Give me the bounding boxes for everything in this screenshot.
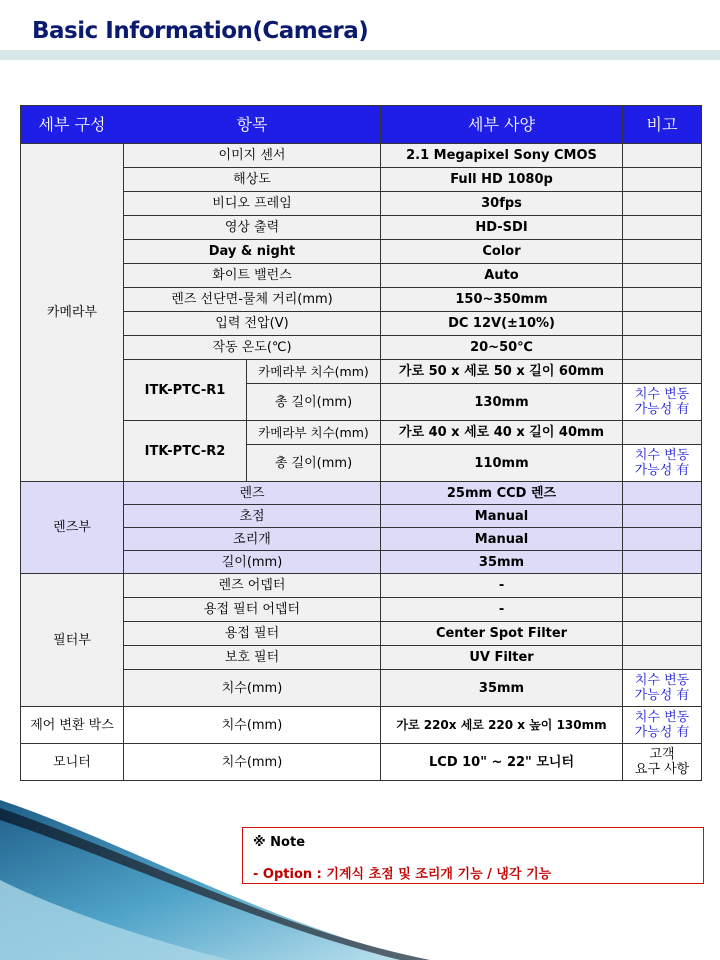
spec-cell: 35mm	[381, 551, 623, 574]
page-title: Basic Information(Camera)	[32, 18, 369, 44]
note-title: ※ Note	[253, 835, 306, 850]
note-box	[242, 827, 704, 884]
header-item: 항목	[124, 106, 381, 144]
table-row	[21, 144, 702, 168]
remark-cell	[623, 192, 702, 216]
model-r2: ITK-PTC-R2	[124, 421, 247, 482]
item-cell: 총 길이(mm)	[247, 445, 381, 482]
remark-cell	[623, 421, 702, 445]
spec-cell: HD-SDI	[381, 216, 623, 240]
table-row	[21, 264, 702, 288]
remark-cell	[623, 288, 702, 312]
spec-cell: 가로 220x 세로 220 x 높이 130mm	[381, 707, 623, 744]
group-camera: 카메라부	[21, 144, 124, 482]
spec-cell: Manual	[381, 528, 623, 551]
item-cell: 용접 필터	[124, 622, 381, 646]
item-cell: 조리개	[124, 528, 381, 551]
note-option-line: - Option : 기계식 초점 및 조리개 기능 / 냉각 기능	[253, 867, 552, 882]
spec-cell: 25mm CCD 렌즈	[381, 482, 623, 505]
header-component: 세부 구성	[21, 106, 124, 144]
remark-cell: 치수 변동 가능성 有	[623, 707, 702, 744]
remark-cell	[623, 646, 702, 670]
table-row	[21, 670, 702, 707]
table-row	[21, 336, 702, 360]
model-r1: ITK-PTC-R1	[124, 360, 247, 421]
table-row	[21, 744, 702, 781]
spec-cell: 2.1 Megapixel Sony CMOS	[381, 144, 623, 168]
spec-cell: -	[381, 574, 623, 598]
remark-cell	[623, 264, 702, 288]
item-cell: 이미지 센서	[124, 144, 381, 168]
remark-cell	[623, 336, 702, 360]
spec-cell: Manual	[381, 505, 623, 528]
remark-cell	[623, 482, 702, 505]
spec-cell: Center Spot Filter	[381, 622, 623, 646]
spec-cell: LCD 10" ~ 22" 모니터	[381, 744, 623, 781]
table-row	[21, 168, 702, 192]
item-cell: 용접 필터 어뎁터	[124, 598, 381, 622]
title-underline-bar	[0, 50, 720, 60]
header-spec: 세부 사양	[381, 106, 623, 144]
table-row	[21, 551, 702, 574]
header-remark: 비고	[623, 106, 702, 144]
item-cell: 화이트 밸런스	[124, 264, 381, 288]
table-row	[21, 574, 702, 598]
item-cell: 렌즈	[124, 482, 381, 505]
table-row	[21, 240, 702, 264]
table-row	[21, 622, 702, 646]
table-row	[21, 646, 702, 670]
item-cell: 카메라부 치수(mm)	[247, 360, 381, 384]
item-cell: 렌즈 어뎁터	[124, 574, 381, 598]
spec-cell: UV Filter	[381, 646, 623, 670]
table-row	[21, 505, 702, 528]
remark-cell	[623, 622, 702, 646]
spec-cell: 110mm	[381, 445, 623, 482]
group-monitor: 모니터	[21, 744, 124, 781]
remark-cell	[623, 312, 702, 336]
remark-cell	[623, 144, 702, 168]
remark-cell: 치수 변동 가능성 有	[623, 670, 702, 707]
spec-cell: -	[381, 598, 623, 622]
item-cell: 초점	[124, 505, 381, 528]
item-cell: 길이(mm)	[124, 551, 381, 574]
table-row	[21, 312, 702, 336]
spec-cell: 150~350mm	[381, 288, 623, 312]
item-cell: Day & night	[124, 240, 381, 264]
item-cell: 카메라부 치수(mm)	[247, 421, 381, 445]
table-row	[21, 421, 702, 445]
remark-cell: 고객 요구 사항	[623, 744, 702, 781]
spec-cell: 가로 40 x 세로 40 x 길이 40mm	[381, 421, 623, 445]
item-cell: 렌즈 선단면-물체 거리(mm)	[124, 288, 381, 312]
spec-cell: 20~50℃	[381, 336, 623, 360]
item-cell: 영상 출력	[124, 216, 381, 240]
table-row	[21, 360, 702, 384]
table-row	[21, 288, 702, 312]
remark-cell	[623, 551, 702, 574]
table-header-row	[21, 106, 702, 144]
item-cell: 총 길이(mm)	[247, 384, 381, 421]
remark-cell	[623, 240, 702, 264]
table-row	[21, 707, 702, 744]
remark-cell	[623, 216, 702, 240]
table-row	[21, 192, 702, 216]
item-cell: 비디오 프레임	[124, 192, 381, 216]
remark-cell	[623, 505, 702, 528]
item-cell: 작동 온도(℃)	[124, 336, 381, 360]
spec-cell: 130mm	[381, 384, 623, 421]
remark-cell	[623, 528, 702, 551]
spec-cell: Auto	[381, 264, 623, 288]
item-cell: 치수(mm)	[124, 744, 381, 781]
item-cell: 치수(mm)	[124, 707, 381, 744]
table-row	[21, 482, 702, 505]
table-row	[21, 528, 702, 551]
item-cell: 해상도	[124, 168, 381, 192]
remark-cell: 치수 변동 가능성 有	[623, 384, 702, 421]
table-row	[21, 216, 702, 240]
spec-cell: 30fps	[381, 192, 623, 216]
spec-cell: 35mm	[381, 670, 623, 707]
group-lens: 렌즈부	[21, 482, 124, 574]
group-filter: 필터부	[21, 574, 124, 707]
spec-table	[20, 105, 702, 781]
spec-cell: Color	[381, 240, 623, 264]
spec-cell: 가로 50 x 세로 50 x 길이 60mm	[381, 360, 623, 384]
item-cell: 보호 필터	[124, 646, 381, 670]
item-cell: 입력 전압(V)	[124, 312, 381, 336]
group-control-box: 제어 변환 박스	[21, 707, 124, 744]
spec-cell: Full HD 1080p	[381, 168, 623, 192]
remark-cell: 치수 변동 가능성 有	[623, 445, 702, 482]
remark-cell	[623, 168, 702, 192]
remark-cell	[623, 574, 702, 598]
spec-cell: DC 12V(±10%)	[381, 312, 623, 336]
table-row	[21, 598, 702, 622]
remark-cell	[623, 360, 702, 384]
remark-cell	[623, 598, 702, 622]
item-cell: 치수(mm)	[124, 670, 381, 707]
